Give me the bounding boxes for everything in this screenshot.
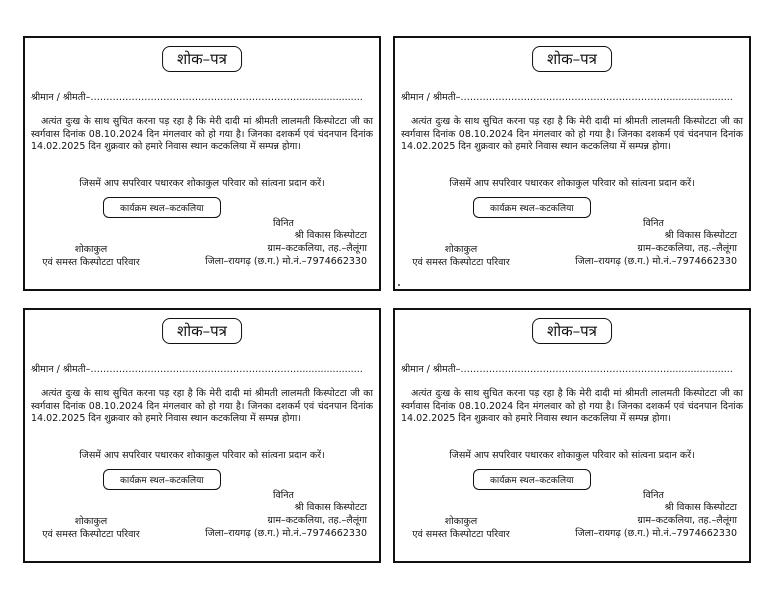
- sender-name: श्री विकास किस्पोटटा: [294, 502, 367, 513]
- address-line: श्रीमान / श्रीमती–………………………………………………………….....................: [401, 92, 733, 103]
- sender-block: [205, 229, 367, 268]
- condolence-card-1: [23, 36, 381, 291]
- vinit-label: विनित: [643, 218, 664, 229]
- sender-block: [205, 501, 367, 540]
- vinit-label: विनित: [273, 218, 294, 229]
- message-body: अत्यंत दुःख के साथ सुचित करना पड़ रहा है कि मेरी दादी मां श्रीमती लालमती किस्पोटटा जी का स्वर्गवास दिनांक 08.10.2024 दिन मंगलवार को हो गया है। जिनका दशकर्म एवं चंदनपान दिनांक 14.02.2025 दिन शुक्रवार को हमारे निवास स्थान कटकलिया में सम्पन्न होगा।: [401, 116, 743, 152]
- sender-name: श्री विकास किस्पोटटा: [664, 502, 737, 513]
- card-title: शोक–पत्र: [162, 46, 242, 72]
- venue-label: कार्यक्रम स्थल–कटकलिया: [473, 197, 591, 218]
- address-line: श्रीमान / श्रीमती–………………………………………………………….....................: [31, 92, 363, 103]
- sender-district: जिला–रायगढ़ (छ.ग.) मो.नं.–7974662330: [205, 256, 367, 267]
- card-title: शोक–पत्र: [532, 46, 612, 72]
- invite-text: जिसमें आप सपरिवार पधारकर शोकाकुल परिवार को सांत्वना प्रदान करें।: [449, 178, 695, 189]
- mourner-line-2: एवं समस्त किस्पोटटा परिवार: [412, 529, 510, 540]
- sender-district: जिला–रायगढ़ (छ.ग.) मो.नं.–7974662330: [205, 528, 367, 539]
- sender-village: ग्राम–कटकलिया, तह.–लैलूंगा: [267, 243, 367, 254]
- venue-label: कार्यक्रम स्थल–कटकलिया: [103, 469, 221, 490]
- corner-mark: [398, 284, 400, 286]
- sender-district: जिला–रायगढ़ (छ.ग.) मो.नं.–7974662330: [575, 256, 737, 267]
- message-body: अत्यंत दुःख के साथ सुचित करना पड़ रहा है कि मेरी दादी मां श्रीमती लालमती किस्पोटटा जी का स्वर्गवास दिनांक 08.10.2024 दिन मंगलवार को हो गया है। जिनका दशकर्म एवं चंदनपान दिनांक 14.02.2025 दिन शुक्रवार को हमारे निवास स्थान कटकलिया में सम्पन्न होगा।: [401, 388, 743, 424]
- mourner-line-2: एवं समस्त किस्पोटटा परिवार: [42, 529, 140, 540]
- message-body: अत्यंत दुःख के साथ सुचित करना पड़ रहा है कि मेरी दादी मां श्रीमती लालमती किस्पोटटा जी का स्वर्गवास दिनांक 08.10.2024 दिन मंगलवार को हो गया है। जिनका दशकर्म एवं चंदनपान दिनांक 14.02.2025 दिन शुक्रवार को हमारे निवास स्थान कटकलिया में सम्पन्न होगा।: [31, 388, 373, 424]
- invite-text: जिसमें आप सपरिवार पधारकर शोकाकुल परिवार को सांत्वना प्रदान करें।: [449, 450, 695, 461]
- mourner-line-1: शोकाकुल: [444, 244, 478, 255]
- mourner-line-1: शोकाकुल: [444, 516, 478, 527]
- sender-name: श्री विकास किस्पोटटा: [294, 230, 367, 241]
- sender-name: श्री विकास किस्पोटटा: [664, 230, 737, 241]
- mourner-line-2: एवं समस्त किस्पोटटा परिवार: [412, 257, 510, 268]
- mourner-line-1: शोकाकुल: [74, 244, 108, 255]
- sender-village: ग्राम–कटकलिया, तह.–लैलूंगा: [637, 515, 737, 526]
- invite-text: जिसमें आप सपरिवार पधारकर शोकाकुल परिवार को सांत्वना प्रदान करें।: [79, 178, 325, 189]
- mourner-block: [401, 243, 521, 269]
- mourner-line-2: एवं समस्त किस्पोटटा परिवार: [42, 257, 140, 268]
- mourner-line-1: शोकाकुल: [74, 516, 108, 527]
- condolence-card-4: [393, 308, 751, 563]
- venue-label: कार्यक्रम स्थल–कटकलिया: [473, 469, 591, 490]
- mourner-block: [31, 515, 151, 541]
- address-line: श्रीमान / श्रीमती–………………………………………………………….....................: [31, 364, 363, 375]
- message-body: अत्यंत दुःख के साथ सुचित करना पड़ रहा है कि मेरी दादी मां श्रीमती लालमती किस्पोटटा जी का स्वर्गवास दिनांक 08.10.2024 दिन मंगलवार को हो गया है। जिनका दशकर्म एवं चंदनपान दिनांक 14.02.2025 दिन शुक्रवार को हमारे निवास स्थान कटकलिया में सम्पन्न होगा।: [31, 116, 373, 152]
- mourner-block: [31, 243, 151, 269]
- card-title: शोक–पत्र: [162, 318, 242, 344]
- venue-label: कार्यक्रम स्थल–कटकलिया: [103, 197, 221, 218]
- address-line: श्रीमान / श्रीमती–………………………………………………………….....................: [401, 364, 733, 375]
- vinit-label: विनित: [273, 490, 294, 501]
- invite-text: जिसमें आप सपरिवार पधारकर शोकाकुल परिवार को सांत्वना प्रदान करें।: [79, 450, 325, 461]
- sender-block: [575, 229, 737, 268]
- sender-village: ग्राम–कटकलिया, तह.–लैलूंगा: [637, 243, 737, 254]
- sender-district: जिला–रायगढ़ (छ.ग.) मो.नं.–7974662330: [575, 528, 737, 539]
- card-title: शोक–पत्र: [532, 318, 612, 344]
- condolence-card-3: [23, 308, 381, 563]
- sender-village: ग्राम–कटकलिया, तह.–लैलूंगा: [267, 515, 367, 526]
- condolence-card-2: [393, 36, 751, 291]
- sender-block: [575, 501, 737, 540]
- vinit-label: विनित: [643, 490, 664, 501]
- mourner-block: [401, 515, 521, 541]
